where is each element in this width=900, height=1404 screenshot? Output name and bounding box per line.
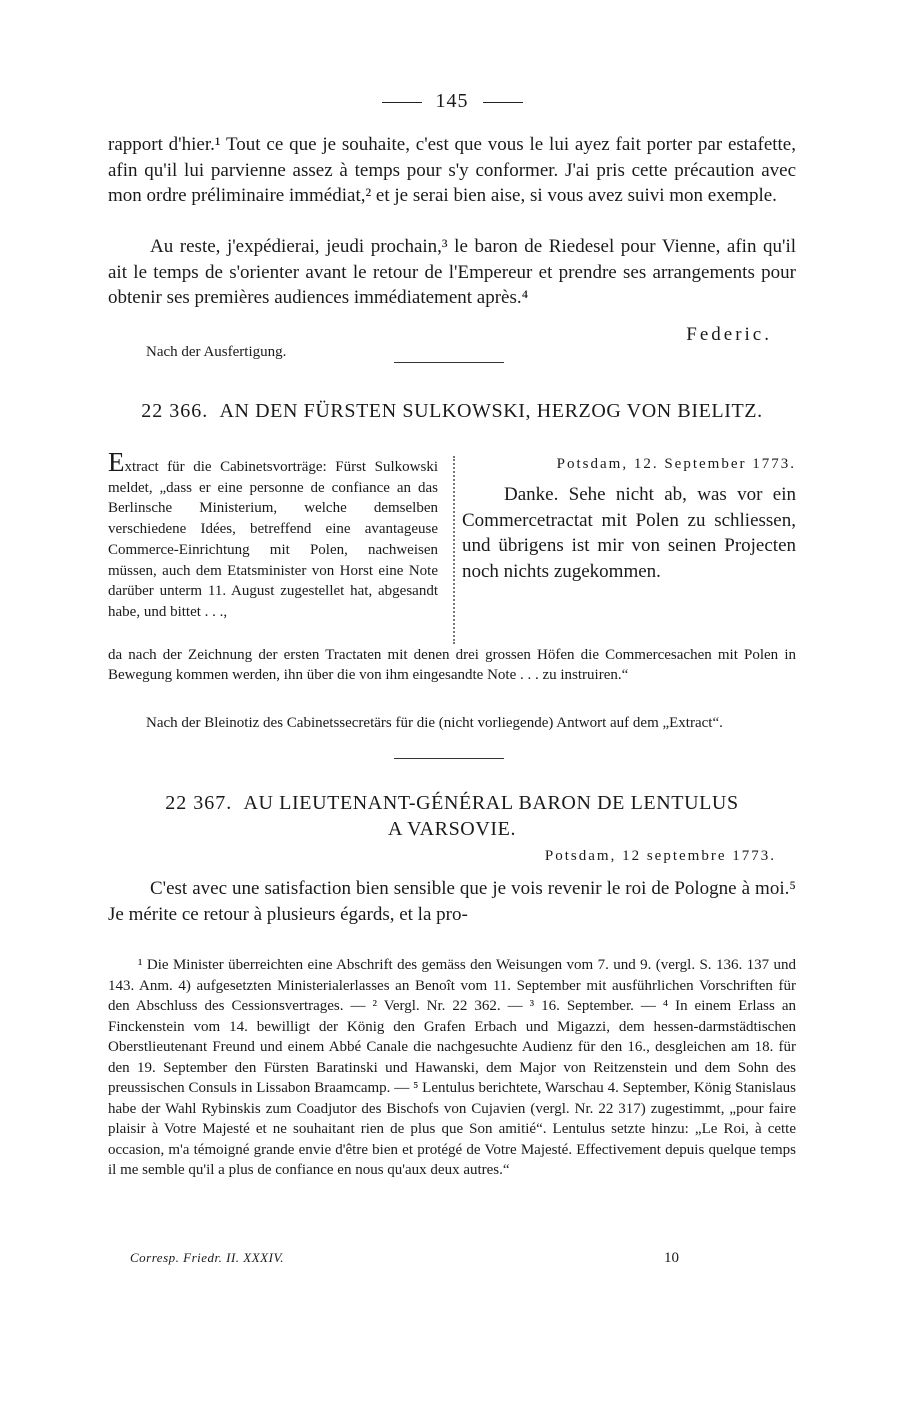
header-dash-left xyxy=(382,102,422,103)
letter-title: AU LIEUTENANT-GÉNÉRAL BARON DE LENTULUS xyxy=(243,792,739,814)
letter-body-22367: C'est avec une satisfaction bien sensible que je vois revenir le roi de Pologne à moi.⁵ Je mérite ce retour à plusieurs égards, et la pro- xyxy=(108,878,796,925)
letter-number: 22 366. xyxy=(141,400,209,422)
letter-title-line2: A VARSOVIE. xyxy=(387,818,517,840)
page-header xyxy=(108,90,796,113)
source-note-2: Nach der Bleinotiz des Cabinetssecretärs für die (nicht vorliegende) Antwort auf dem „Extract“. xyxy=(146,715,723,731)
extract-text: xtract für die Cabinetsvorträge: Fürst Sulkowski meldet, „dass er eine personne de confiance an das Berlinsche Ministerium, welche demselben verschiedene Idées, betreffend eine avantageuse Commerce-Einrichtung mit Polen, nachweisen müssen, auch dem Etatsminister von Horst eine Note darüber unterm 11. August zugestellet hat, abgesandt habe, und bittet . . ., xyxy=(108,459,438,620)
footnotes: ¹ Die Minister überreichten eine Abschrift des gemäss den Weisungen vom 7. und 9. (vergl. S. 136. 137 und 143. Anm. 4) aufgesetzten Ministerialerlasses an Benoît vom 11. September mit ausführlichen Vorschriften für den Abschluss des Cessionsvertrages. — ² Vergl. Nr. 22 362. — ³ 16. September. — ⁴ In einem Erlass an Finckenstein vom 14. bewilligt der König den Grafen Erbach und Migazzi, dem hessen-darmstädtischen Oberstlieutenant Freund und einem Abbé Canale die nachgesuchte Audienz für den 16., desgleichen am 18. für den 19. September den Fürsten Baratinski und Hawanski, dem Major von Reitzenstein und dem Sohn des preussischen Consuls in Lissabon Braamcamp. — ⁵ Lentulus berichtete, Warschau 4. September, König Stanislaus habe der Wahl Rybinskis zum Coadjutor des Bischofs von Cujavien (vergl. Nr. 22 317) zugestimmt, „pour faire plaisir à Votre Majesté et ne souhaitant rien de plus que Son amitié“. Lentulus setzte hinzu: „Le Roi, à cette occasion, m'a témoigné grande envie d'être bien et protégé de Votre Majesté. Effectivement depuis quelque temps il me semble qu'il a plus de confiance en nous qu'aux deux autres.“ xyxy=(108,957,796,1178)
extract-column xyxy=(108,447,438,623)
extract-continued: da nach der Zeichnung der ersten Tractaten mit denen drei grossen Höfen die Commercesachen mit Polen in Bewegung kommen werden, ihn über die von ihm eingesandte Note . . . zu instruiren.“ xyxy=(108,647,796,683)
footer-reference: Corresp. Friedr. II. XXXIV. xyxy=(130,1250,284,1265)
section-divider xyxy=(394,362,504,363)
column-separator xyxy=(453,456,455,644)
header-dash-right xyxy=(483,102,523,103)
reply-body: Danke. Sehe nicht ab, was vor ein Commercetractat mit Polen zu schliessen, und übrigens ist mir von seinen Projecten noch nichts zugekommen. xyxy=(462,483,796,583)
letter-heading-22367 xyxy=(108,790,796,842)
dateline-22367: Potsdam, 12 septembre 1773. xyxy=(544,848,776,864)
document-page xyxy=(108,0,796,1404)
page-number: 145 xyxy=(435,90,469,112)
section-divider xyxy=(394,758,504,759)
dateline-22366: Potsdam, 12. September 1773. xyxy=(556,456,796,472)
letter-title: AN DEN FÜRSTEN SULKOWSKI, HERZOG VON BIELITZ. xyxy=(219,400,763,422)
reply-column xyxy=(462,452,796,585)
paragraph-2: Au reste, j'expédierai, jeudi prochain,³ le baron de Riedesel pour Vienne, afin qu'il ait le temps de s'orienter avant le retour de l'Empereur et prendre ses arrangements pour obtenir ses premières audiences immédiatement après.⁴ xyxy=(108,236,796,308)
letter-heading-22366 xyxy=(108,398,796,424)
signature: Federic. xyxy=(686,324,772,345)
footer-page-number: 10 xyxy=(664,1250,679,1266)
extract-initial: E xyxy=(108,447,125,477)
letter-number: 22 367. xyxy=(165,792,233,814)
source-note-1: Nach der Ausfertigung. xyxy=(146,344,287,360)
paragraph-1: rapport d'hier.¹ Tout ce que je souhaite, c'est que vous le lui ayez fait porter par estafette, afin qu'il lui parvienne assez à temps pour s'y conformer. J'ai pris cette précaution avec mon ordre préliminaire immédiat,² et je serai bien aise, si vous avez suivi mon exemple. xyxy=(108,134,796,206)
